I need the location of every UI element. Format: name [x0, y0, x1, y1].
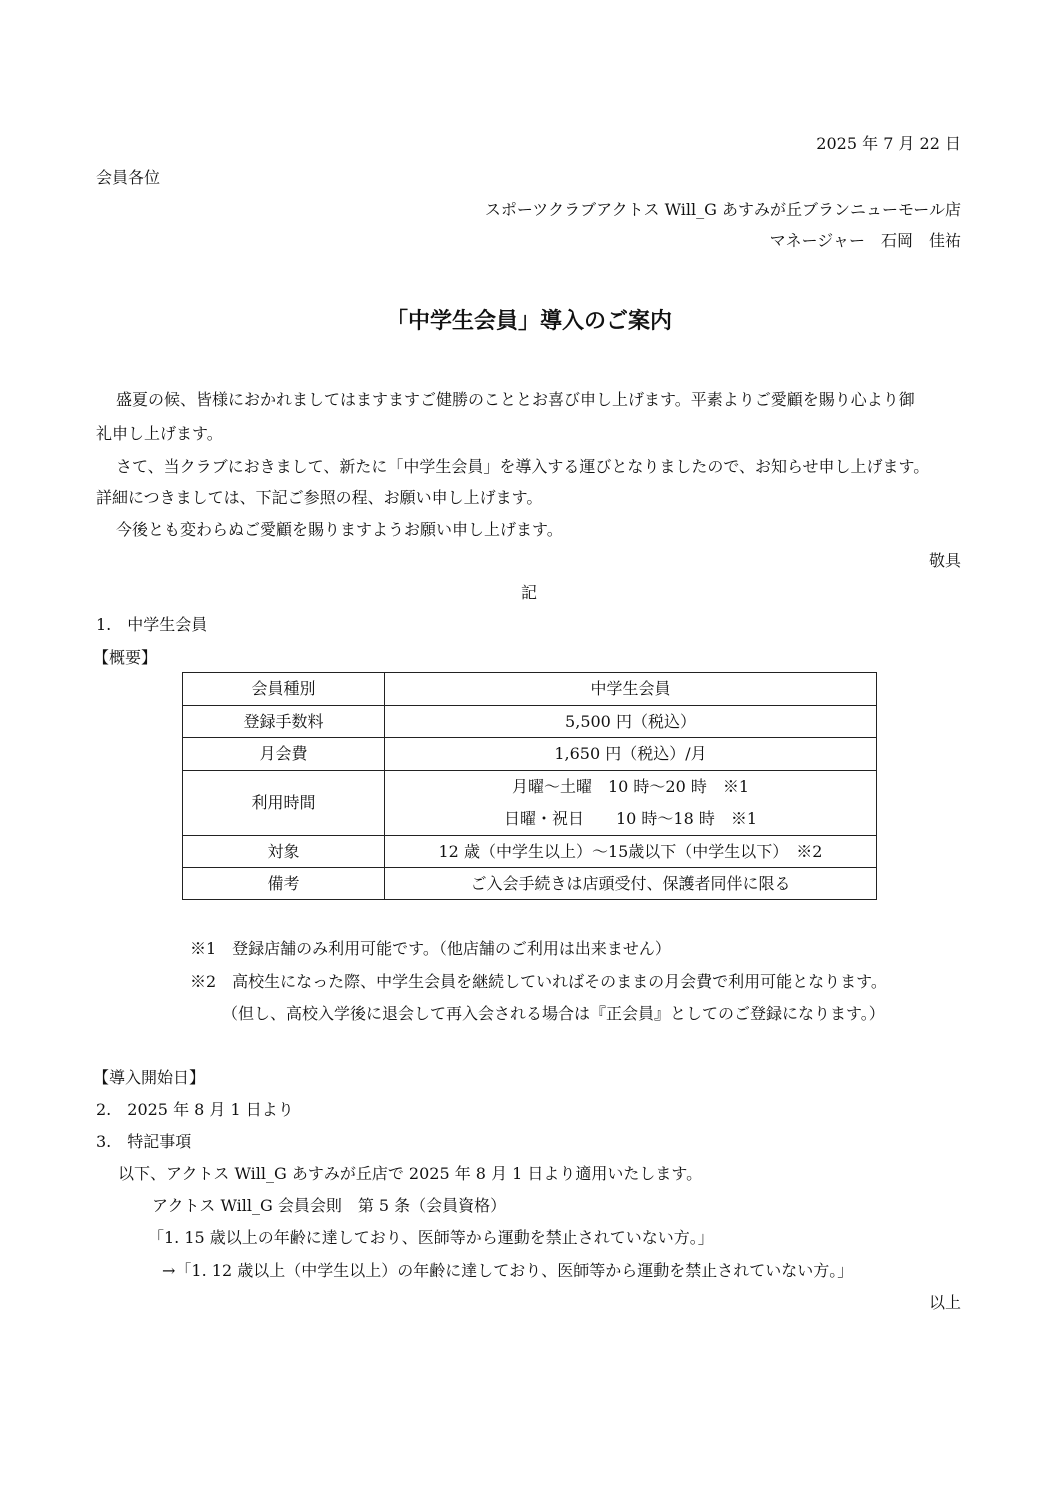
- table-cell-value: 1,650 円（税込）/月: [385, 738, 877, 771]
- page-title: 「中学生会員」導入のご案内: [385, 309, 672, 334]
- footnote-2: ※2 高校生になった際、中学生会員を継続していればそのままの月会費で利用可能となります。: [190, 972, 887, 991]
- paragraph-1-line-2: 礼申し上げます。: [96, 424, 223, 443]
- section-3-line-3: 「1. 15 歳以上の年齢に達しており、医師等から運動を禁止されていない方。」: [148, 1228, 714, 1247]
- paragraph-1-line-1: 盛夏の候、皆様におかれましてはますますご健勝のこととお喜び申し上げます。平素よりご愛顧を賜り心より御: [116, 390, 915, 409]
- table-cell-value: ご入会手続きは店頭受付、保護者同伴に限る: [385, 868, 877, 900]
- ki-marker: 記: [520, 583, 537, 602]
- table-cell-value-hours: [385, 771, 877, 836]
- table-cell-label: 利用時間: [183, 771, 385, 836]
- section-3-line-4: →「1. 12 歳以上（中学生以上）の年齢に達しており、医師等から運動を禁止されていない方。」: [162, 1261, 854, 1280]
- paragraph-3: 今後とも変わらぬご愛顧を賜りますようお願い申し上げます。: [116, 520, 563, 539]
- table-row: [183, 706, 877, 738]
- document-date: 2025 年 7 月 22 日: [816, 134, 961, 153]
- section-3-line-1: 以下、アクトス Will_G あすみが丘店で 2025 年 8 月 1 日より適用いたします。: [118, 1164, 703, 1183]
- start-date-label: 【導入開始日】: [93, 1068, 206, 1087]
- table-cell-label: 対象: [183, 836, 385, 868]
- section-2-heading: 2. 2025 年 8 月 1 日より: [96, 1100, 294, 1119]
- table-cell-label: 会員種別: [183, 673, 385, 706]
- closing-keigu: 敬具: [928, 551, 961, 570]
- hours-holiday: 日曜・祝日 10 時～18 時 ※1: [503, 809, 758, 828]
- table-row: [183, 868, 877, 900]
- table-cell-label: 備考: [183, 868, 385, 900]
- table-cell-label: 月会費: [183, 738, 385, 771]
- section-3-heading: 3. 特記事項: [96, 1132, 192, 1151]
- paragraph-2-line-1: さて、当クラブにおきまして、新たに「中学生会員」を導入する運びとなりましたので、お知らせ申し上げます。: [116, 457, 930, 476]
- sender-organization: スポーツクラブアクトス Will_G あすみが丘ブランニューモール店: [484, 200, 961, 219]
- closing-ijou: 以上: [928, 1293, 961, 1312]
- overview-label: 【概要】: [93, 648, 158, 667]
- overview-table: [182, 672, 877, 900]
- table-cell-value: 中学生会員: [385, 673, 877, 706]
- hours-weekday: 月曜～土曜 10 時～20 時 ※1: [511, 777, 750, 796]
- table-row: [183, 673, 877, 706]
- table-row: [183, 771, 877, 836]
- table-row: [183, 738, 877, 771]
- table-cell-value: 12 歳（中学生以上）～15歳以下（中学生以下） ※2: [385, 836, 877, 868]
- sender-name: マネージャー 石岡 佳祐: [769, 231, 961, 250]
- table-row: [183, 836, 877, 868]
- section-1-heading: 1. 中学生会員: [96, 615, 208, 634]
- section-3-line-2: アクトス Will_G 会員会則 第 5 条（会員資格）: [152, 1196, 507, 1215]
- addressee: 会員各位: [96, 168, 161, 187]
- table-cell-value: 5,500 円（税込）: [385, 706, 877, 738]
- footnote-1: ※1 登録店舗のみ利用可能です。（他店舗のご利用は出来ません）: [190, 939, 671, 958]
- table-cell-label: 登録手数料: [183, 706, 385, 738]
- footnote-2-sub: （但し、高校入学後に退会して再入会される場合は『正会員』としてのご登録になります。）: [222, 1004, 885, 1023]
- paragraph-2-line-2: 詳細につきましては、下記ご参照の程、お願い申し上げます。: [96, 488, 543, 507]
